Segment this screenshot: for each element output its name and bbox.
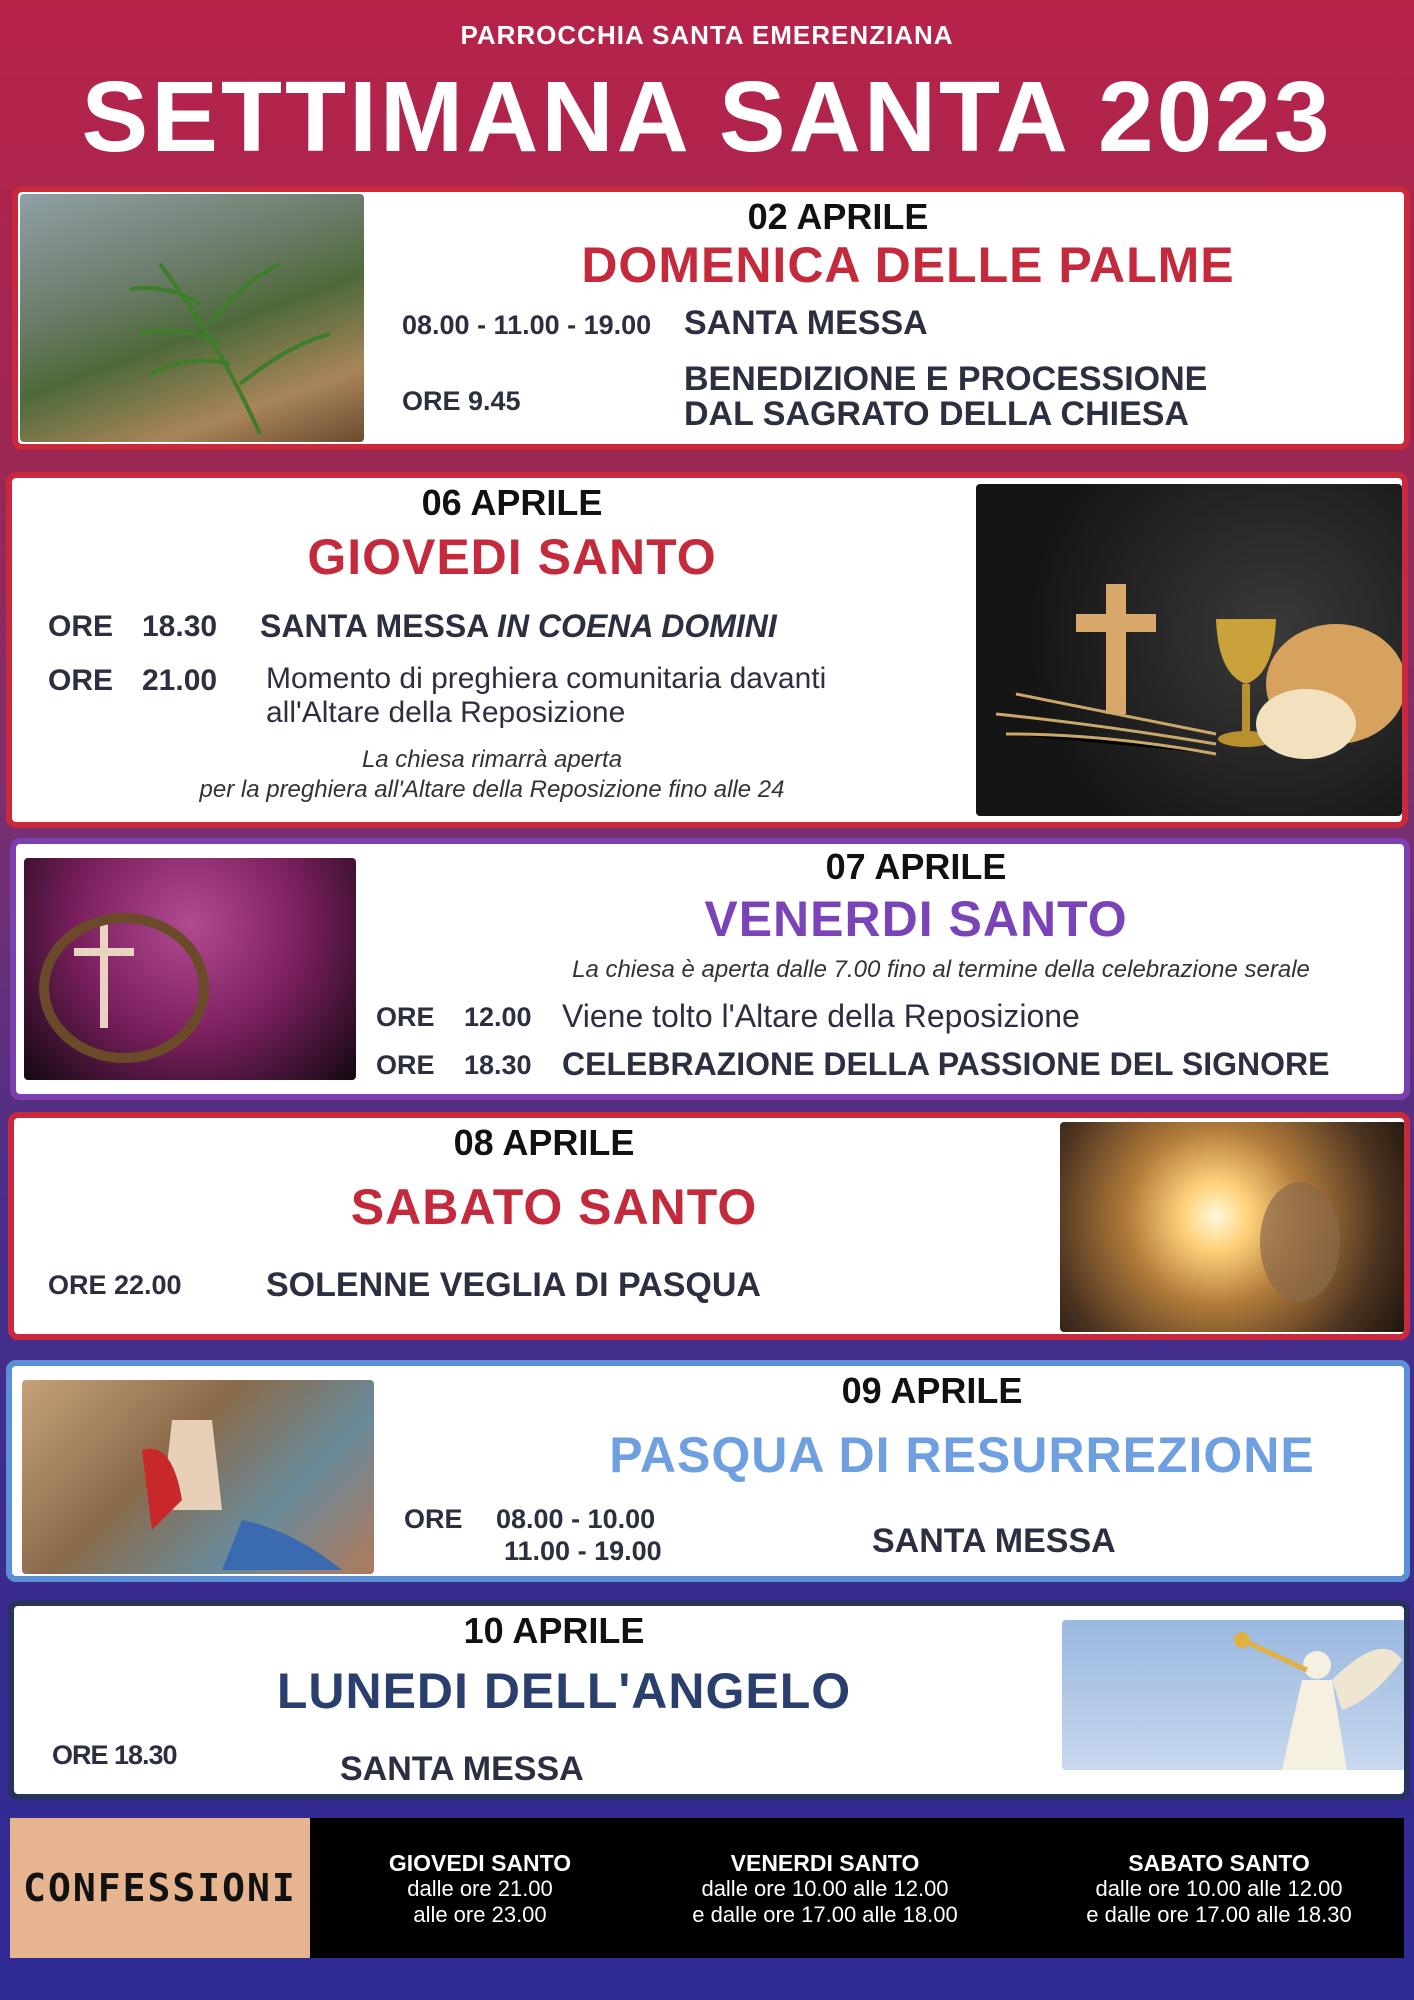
confession-day: SABATO SANTO — [1128, 1850, 1310, 1876]
confession-slot — [660, 1850, 990, 1928]
event-text: SANTA MESSA — [872, 1522, 1116, 1560]
confession-day: GIOVEDI SANTO — [388, 1850, 572, 1876]
confession-time: dalle ore 10.00 alle 12.00 — [1095, 1876, 1343, 1901]
note: per la preghiera all'Altare della Reposizione fino alle 24 — [199, 776, 785, 803]
event-text — [260, 608, 777, 645]
confession-time: alle ore 23.00 — [413, 1902, 547, 1927]
day-card-giovedi — [6, 472, 1408, 828]
angel-photo — [1062, 1620, 1406, 1770]
event-text: Momento di preghiera comunitaria davanti — [266, 662, 827, 695]
event-text: SOLENNE VEGLIA DI PASQUA — [266, 1266, 761, 1304]
ore-label: ORE — [48, 664, 114, 697]
parish-name: PARROCCHIA SANTA EMERENZIANA — [460, 20, 954, 50]
event-text: CELEBRAZIONE DELLA PASSIONE DEL SIGNORE — [562, 1046, 1330, 1082]
event-text: SANTA MESSA — [684, 304, 928, 342]
note: La chiesa è aperta dalle 7.00 fino al termine della celebrazione serale — [572, 956, 1310, 983]
angel-trumpet-icon — [1062, 1620, 1406, 1770]
day-date: 07 APRILE — [825, 846, 1007, 887]
day-date: 08 APRILE — [453, 1122, 635, 1163]
day-card-lunedi — [8, 1600, 1410, 1800]
time-label: 11.00 - 19.00 — [504, 1536, 662, 1566]
confessioni-label: CONFESSIONI — [10, 1818, 310, 1958]
christ-figure-icon — [22, 1380, 374, 1574]
event-text-main: SANTA MESSA — [260, 608, 489, 644]
ore-label: ORE — [376, 1050, 435, 1080]
day-card-sabato — [8, 1112, 1410, 1340]
time-label: 18.30 — [142, 610, 218, 643]
day-title: SABATO SANTO — [350, 1179, 758, 1235]
confession-time: dalle ore 10.00 alle 12.00 — [701, 1876, 949, 1901]
crown-photo — [24, 858, 356, 1080]
event-text: BENEDIZIONE E PROCESSIONE — [684, 360, 1208, 398]
confession-time: e dalle ore 17.00 alle 18.30 — [1086, 1902, 1352, 1927]
chalice-photo — [976, 484, 1402, 816]
time-label: 21.00 — [142, 664, 218, 697]
day-card-venerdi — [10, 838, 1410, 1100]
day-date: 06 APRILE — [421, 482, 603, 523]
ore-label: ORE — [404, 1504, 463, 1534]
light-icon — [1060, 1122, 1406, 1332]
time-label: ORE 18.30 — [52, 1740, 177, 1770]
event-text: SANTA MESSA — [340, 1750, 584, 1788]
day-date: 09 APRILE — [841, 1370, 1023, 1411]
note: La chiesa rimarrà aperta — [361, 746, 623, 773]
ore-label: ORE — [48, 610, 114, 643]
time-label: ORE 9.45 — [402, 386, 521, 416]
palm-leaf-icon — [20, 194, 364, 442]
day-date: 02 APRILE — [747, 196, 929, 237]
page-title: SETTIMANA SANTA 2023 — [81, 61, 1333, 173]
ore-label: ORE — [376, 1002, 435, 1032]
day-title: LUNEDI DELL'ANGELO — [276, 1663, 852, 1719]
time-label: 08.00 - 10.00 — [496, 1504, 656, 1534]
palm-photo — [20, 194, 364, 442]
confession-time: e dalle ore 17.00 alle 18.00 — [692, 1902, 958, 1927]
resurrection-photo — [22, 1380, 374, 1574]
confession-day: VENERDI SANTO — [730, 1850, 920, 1876]
event-text: DAL SAGRATO DELLA CHIESA — [684, 395, 1189, 433]
tomb-photo — [1060, 1122, 1406, 1332]
day-card-pasqua — [6, 1360, 1410, 1582]
confession-slot — [330, 1850, 630, 1928]
time-label: 12.00 — [464, 1002, 532, 1032]
day-title: GIOVEDI SANTO — [307, 529, 717, 585]
day-card-palme — [12, 186, 1410, 450]
time-label: 18.30 — [464, 1050, 532, 1080]
confession-time: dalle ore 21.00 — [407, 1876, 553, 1901]
day-title: DOMENICA DELLE PALME — [581, 237, 1235, 293]
day-title: PASQUA DI RESURREZIONE — [609, 1427, 1315, 1483]
event-text: all'Altare della Reposizione — [266, 696, 626, 729]
event-text: Viene tolto l'Altare della Reposizione — [562, 998, 1080, 1034]
day-date: 10 APRILE — [463, 1610, 645, 1651]
time-label: ORE 22.00 — [48, 1270, 182, 1300]
confession-slot — [1054, 1850, 1384, 1928]
cross-chalice-icon — [976, 484, 1402, 816]
day-title: VENERDI SANTO — [704, 891, 1128, 947]
time-label: 08.00 - 11.00 - 19.00 — [402, 310, 652, 340]
event-text-italic: IN COENA DOMINI — [497, 608, 777, 644]
crown-of-thorns-icon — [24, 858, 356, 1080]
